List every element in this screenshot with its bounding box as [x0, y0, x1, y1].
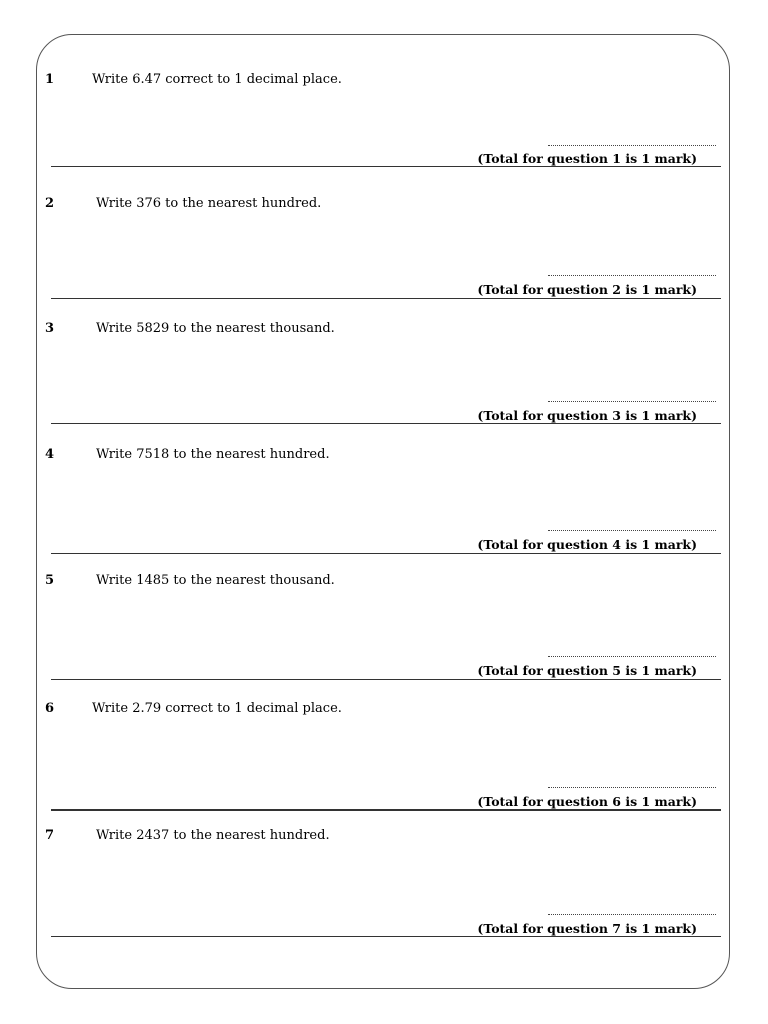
- question-text: Write 376 to the nearest hundred.: [96, 196, 322, 211]
- question-divider: [51, 809, 721, 811]
- question-number: 3: [45, 321, 55, 336]
- answer-line[interactable]: [548, 656, 716, 657]
- answer-line[interactable]: [548, 914, 716, 915]
- question-total: (Total for question 5 is 1 mark): [477, 663, 697, 678]
- page-border: [36, 34, 730, 989]
- answer-line[interactable]: [548, 401, 716, 402]
- question-number: 2: [45, 196, 55, 211]
- question-total: (Total for question 3 is 1 mark): [477, 408, 697, 423]
- question-text: Write 7518 to the nearest hundred.: [96, 447, 330, 462]
- answer-line[interactable]: [548, 530, 716, 531]
- question-number: 5: [45, 573, 55, 588]
- question-total: (Total for question 6 is 1 mark): [477, 794, 697, 809]
- question-divider: [51, 679, 721, 680]
- question-divider: [51, 166, 721, 167]
- question-divider: [51, 423, 721, 424]
- question-number: 7: [45, 828, 55, 843]
- question-text: Write 6.47 correct to 1 decimal place.: [92, 72, 342, 87]
- question-number: 6: [45, 701, 55, 716]
- question-total: (Total for question 4 is 1 mark): [477, 537, 697, 552]
- question-total: (Total for question 1 is 1 mark): [477, 151, 697, 166]
- question-text: Write 2.79 correct to 1 decimal place.: [92, 701, 342, 716]
- question-divider: [51, 553, 721, 554]
- question-total: (Total for question 2 is 1 mark): [477, 282, 697, 297]
- question-text: Write 1485 to the nearest thousand.: [96, 573, 335, 588]
- question-number: 1: [45, 72, 55, 87]
- answer-line[interactable]: [548, 787, 716, 788]
- question-total: (Total for question 7 is 1 mark): [477, 921, 697, 936]
- question-divider: [51, 298, 721, 299]
- question-divider: [51, 936, 721, 937]
- answer-line[interactable]: [548, 275, 716, 276]
- answer-line[interactable]: [548, 145, 716, 146]
- question-number: 4: [45, 447, 55, 462]
- question-text: Write 2437 to the nearest hundred.: [96, 828, 330, 843]
- question-text: Write 5829 to the nearest thousand.: [96, 321, 335, 336]
